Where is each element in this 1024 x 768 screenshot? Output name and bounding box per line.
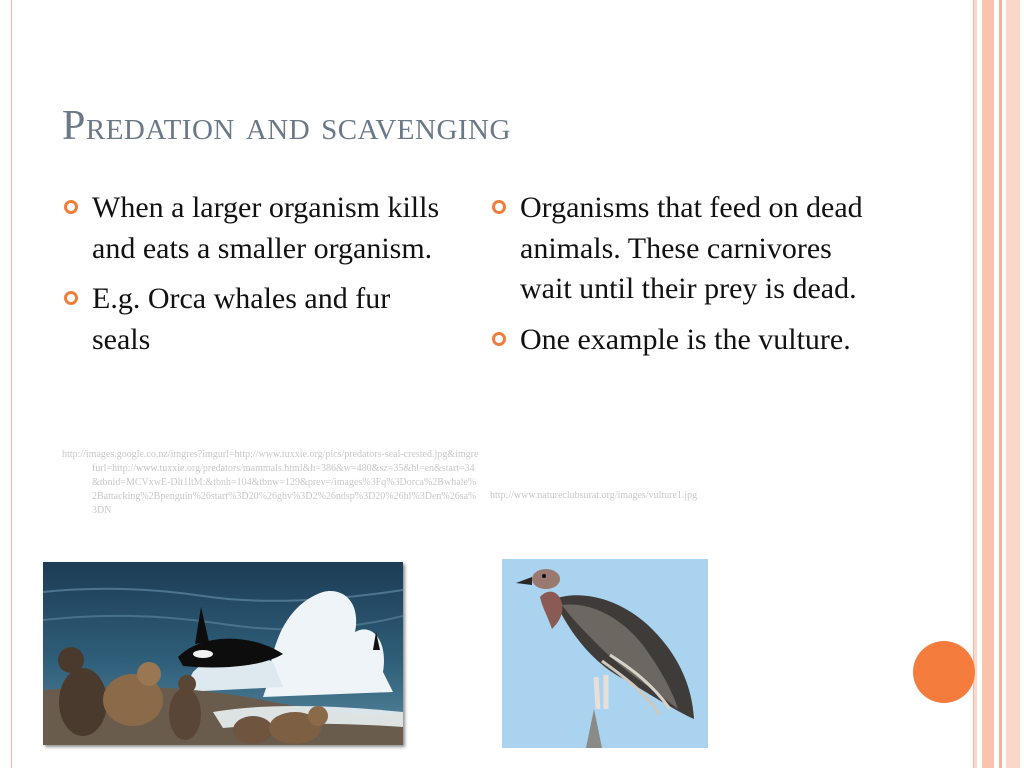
left-bullet-list [64, 188, 444, 370]
bullet-item [492, 188, 872, 310]
image-source-link[interactable]: http://images.google.co.nz/imgres?imgurl=http://www.tuxxie.org/pics/predators-seal-crested.jpg&imgrefurl=http://www.tuxxie.org/predators/mammals.html&h=386&w=480&sz=35&hl=en&start=34&tbnid=MCVxwE-Dlt1ltM:&tbnh=104&tbnw=129&prev=/images%3Fq%3Dorca%2Bwhale%2Battacking%2Bpenguin%26start%3D20%26gbv%3D2%26ndsp%3D20%26hl%3Den%26sa%3DN [62, 449, 479, 516]
image-source-link[interactable]: http://www.natureclubsurat.org/images/vulture1.jpg [490, 490, 698, 501]
hollow-circle-bullet-icon [64, 200, 78, 214]
bullet-item [492, 320, 872, 361]
bullet-text: When a larger organism kills and eats a smaller organism. [92, 191, 440, 265]
hollow-circle-bullet-icon [492, 200, 506, 214]
bullet-item [64, 188, 444, 269]
hollow-circle-bullet-icon [492, 332, 506, 346]
accent-circle [913, 641, 975, 703]
bullet-item [64, 279, 444, 360]
orca-seals-photo [43, 562, 403, 745]
decorative-stripes [974, 0, 1024, 768]
bullet-text: Organisms that feed on dead animals. These carnivores wait until their prey is dead. [520, 191, 863, 305]
vulture-photo [502, 559, 708, 748]
bullet-text: E.g. Orca whales and fur seals [92, 282, 391, 356]
slide-title: Predation and scavenging [62, 103, 511, 149]
bullet-text: One example is the vulture. [520, 322, 851, 356]
right-bullet-list [492, 188, 872, 370]
hollow-circle-bullet-icon [64, 291, 78, 305]
